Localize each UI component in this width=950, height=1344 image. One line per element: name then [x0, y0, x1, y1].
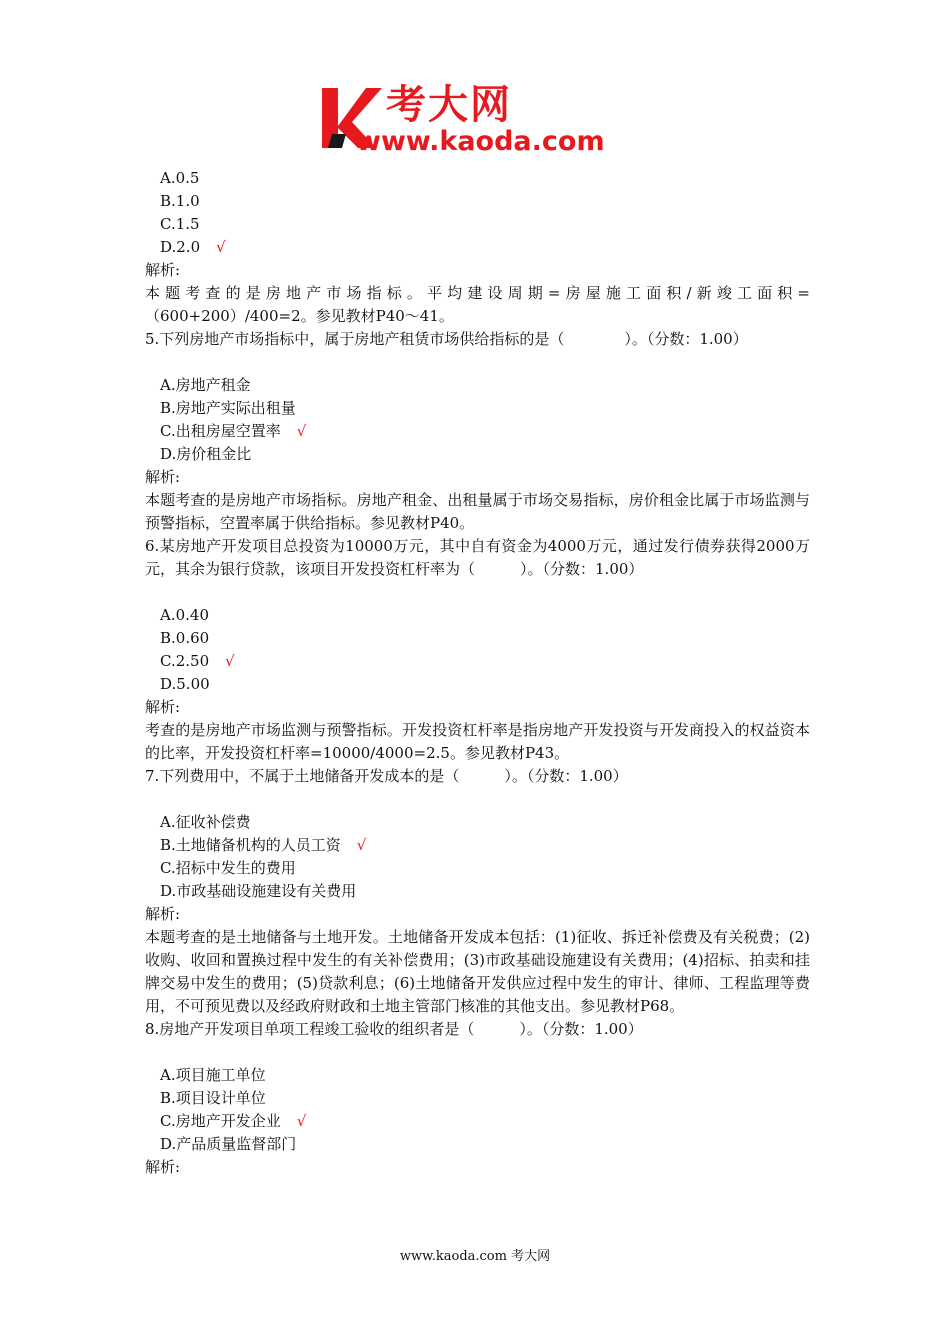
option-text: D.2.0 — [160, 238, 201, 256]
exam-content — [145, 167, 810, 1179]
option-b — [145, 627, 810, 650]
option-text: A.项目施工单位 — [160, 1066, 266, 1084]
option-text: D.市政基础设施建设有关费用 — [160, 882, 357, 900]
option-a — [145, 374, 810, 397]
option-d — [145, 673, 810, 696]
question-stem: 5.下列房地产市场指标中，属于房地产租赁市场供给指标的是（ ）。（分数：1.00） — [145, 330, 748, 348]
kaoda-logo — [318, 82, 638, 158]
option-text: C.招标中发生的费用 — [160, 859, 296, 877]
option-text: A.房地产租金 — [160, 376, 251, 394]
option-text: D.5.00 — [160, 675, 210, 693]
analysis-label: 解析: — [145, 698, 181, 716]
option-text: B.房地产实际出租量 — [160, 399, 296, 417]
question-stem: 7.下列费用中，不属于土地储备开发成本的是（ ）。（分数：1.00） — [145, 767, 628, 785]
option-text: C.1.5 — [160, 215, 200, 233]
option-text: D.房价租金比 — [160, 445, 252, 463]
option-text: C.房地产开发企业 — [160, 1112, 281, 1130]
correct-check-icon: √ — [225, 652, 235, 670]
correct-check-icon: √ — [296, 422, 307, 440]
option-text: B.土地储备机构的人员工资 — [160, 836, 341, 854]
analysis-label: 解析: — [145, 468, 181, 486]
logo-text-url: www.kaoda.com — [356, 126, 605, 157]
analysis-text: 本题考查的是房地产市场指标。平均建设周期=房屋施工面积/新竣工面积=（600+200）/400=2。参见教材P40～41。 — [145, 284, 810, 325]
option-c — [145, 857, 810, 880]
option-d — [145, 236, 810, 259]
option-a — [145, 1064, 810, 1087]
page-footer: www.kaoda.com 考大网 — [399, 1249, 551, 1264]
logo-text-cn: 考大网 — [386, 82, 512, 128]
option-c — [145, 420, 810, 443]
option-a — [145, 604, 810, 627]
option-text: A.征收补偿费 — [160, 813, 251, 831]
option-text: A.0.40 — [160, 606, 209, 624]
analysis-label: 解析: — [145, 1158, 181, 1176]
analysis-text: 本题考查的是房地产市场指标。房地产租金、出租量属于市场交易指标，房价租金比属于市场监测与预警指标，空置率属于供给指标。参见教材P40。 — [145, 491, 810, 532]
correct-check-icon: √ — [296, 1112, 307, 1130]
analysis-label: 解析: — [145, 905, 181, 923]
option-d — [145, 443, 810, 466]
option-text: D.产品质量监督部门 — [160, 1135, 297, 1153]
option-d — [145, 1133, 810, 1156]
analysis-label: 解析: — [145, 261, 181, 279]
option-text: B.1.0 — [160, 192, 200, 210]
option-a — [145, 167, 810, 190]
option-c — [145, 213, 810, 236]
option-b — [145, 834, 810, 857]
option-c — [145, 1110, 810, 1133]
analysis-text: 考查的是房地产市场监测与预警指标。开发投资杠杆率是指房地产开发投资与开发商投入的权益资本的比率，开发投资杠杆率=10000/4000=2.5。参见教材P43。 — [145, 721, 810, 762]
option-b — [145, 190, 810, 213]
option-text: B.项目设计单位 — [160, 1089, 266, 1107]
correct-check-icon: √ — [216, 238, 226, 256]
option-text: A.0.5 — [160, 169, 200, 187]
option-b — [145, 397, 810, 420]
question-stem: 6.某房地产开发项目总投资为10000万元，其中自有资金为4000万元，通过发行债券获得2000万元，其余为银行贷款，该项目开发投资杠杆率为（ ）。（分数：1.00） — [145, 537, 810, 578]
question-stem: 8.房地产开发项目单项工程竣工验收的组织者是（ ）。（分数：1.00） — [145, 1020, 643, 1038]
option-d — [145, 880, 810, 903]
option-c — [145, 650, 810, 673]
analysis-text: 本题考查的是土地储备与土地开发。土地储备开发成本包括：(1)征收、拆迁补偿费及有关税费；(2)收购、收回和置换过程中发生的有关补偿费用；(3)市政基础设施建设有关费用；(4)招标、拍卖和挂牌交易中发生的费用；(5)贷款利息；(6)土地储备开发供应过程中发生的审计、律师、工程监理等费用，不可预见费以及经政府财政和土地主管部门核准的其他支出。参见教材P68。 — [145, 928, 810, 1015]
option-text: B.0.60 — [160, 629, 210, 647]
correct-check-icon: √ — [356, 836, 367, 854]
option-text: C.出租房屋空置率 — [160, 422, 281, 440]
option-a — [145, 811, 810, 834]
option-text: C.2.50 — [160, 652, 210, 670]
option-b — [145, 1087, 810, 1110]
